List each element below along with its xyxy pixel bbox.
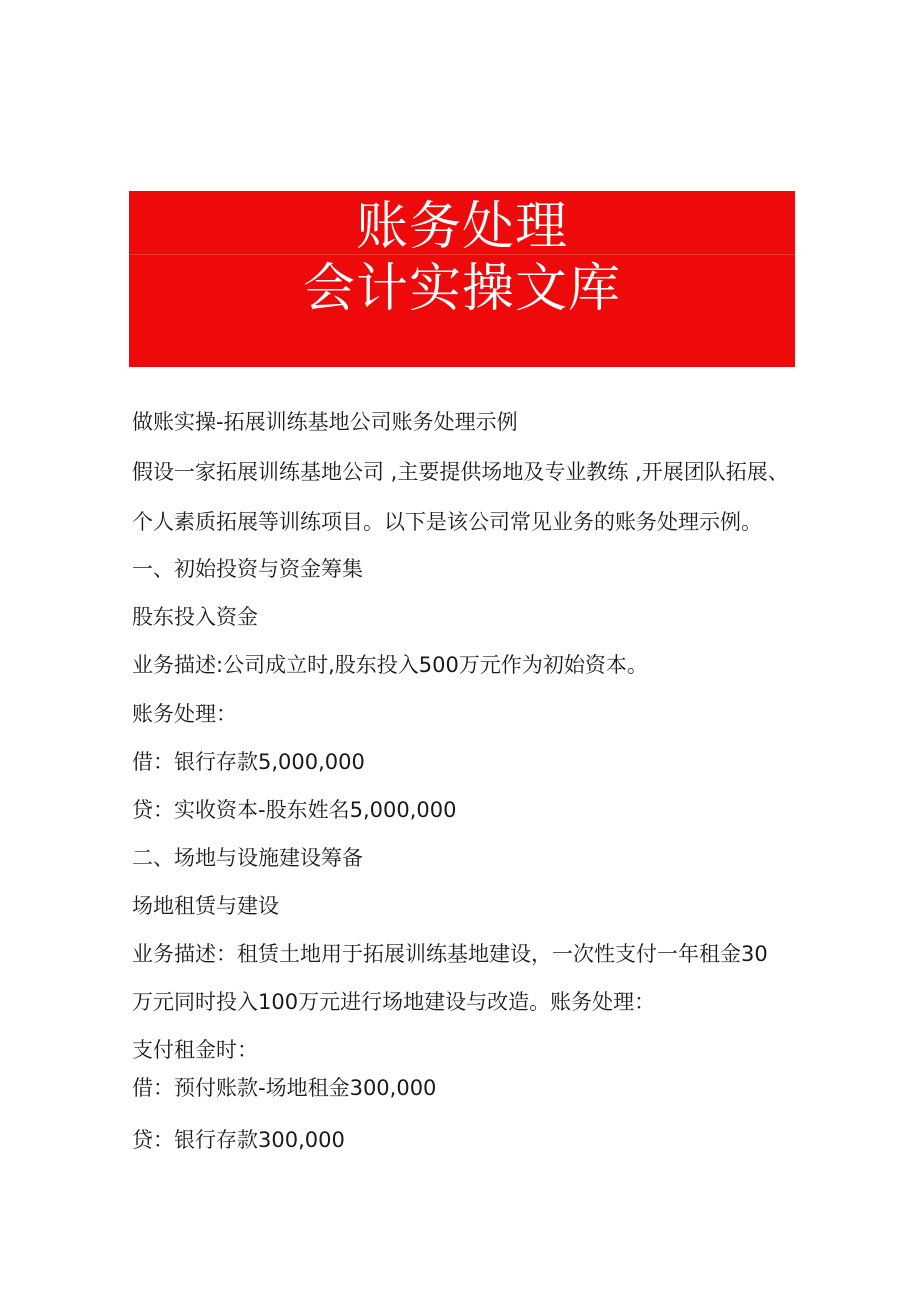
business-description-2-line-2: 万元同时投入100万元进行场地建设与改造。账务处理： xyxy=(132,990,656,1014)
rent-payment-label: 支付租金时： xyxy=(132,1038,258,1062)
article-title: 做账实操-拓展训练基地公司账务处理示例 xyxy=(132,410,518,434)
subheading-site-lease: 场地租赁与建设 xyxy=(132,894,279,918)
credit-entry-2: 贷：银行存款300,000 xyxy=(132,1128,345,1152)
business-description-1: 业务描述:公司成立时,股东投入500万元作为初始资本。 xyxy=(132,653,648,677)
credit-entry-1: 贷：实收资本-股东姓名5,000,000 xyxy=(132,798,457,822)
debit-entry-1: 借：银行存款5,000,000 xyxy=(132,750,365,774)
intro-paragraph-line-1: 假设一家拓展训练基地公司 ,主要提供场地及专业教练 ,开展团队拓展、 xyxy=(132,460,789,484)
title-banner xyxy=(129,191,795,367)
intro-paragraph-line-2: 个人素质拓展等训练项目。以下是该公司常见业务的账务处理示例。 xyxy=(132,510,762,534)
banner-title-line-2: 会计实操文库 xyxy=(302,259,621,319)
banner-title-line-1: 账务处理 xyxy=(355,197,568,257)
section-heading-1: 一、初始投资与资金筹集 xyxy=(132,557,363,581)
business-description-2-line-1: 业务描述：租赁土地用于拓展训练基地建设，一次性支付一年租金30 xyxy=(132,942,768,966)
section-heading-2: 二、场地与设施建设筹备 xyxy=(132,846,363,870)
subheading-shareholder-investment: 股东投入资金 xyxy=(132,605,258,629)
debit-entry-2: 借：预付账款-场地租金300,000 xyxy=(132,1076,437,1100)
accounting-label-1: 账务处理： xyxy=(132,702,237,726)
